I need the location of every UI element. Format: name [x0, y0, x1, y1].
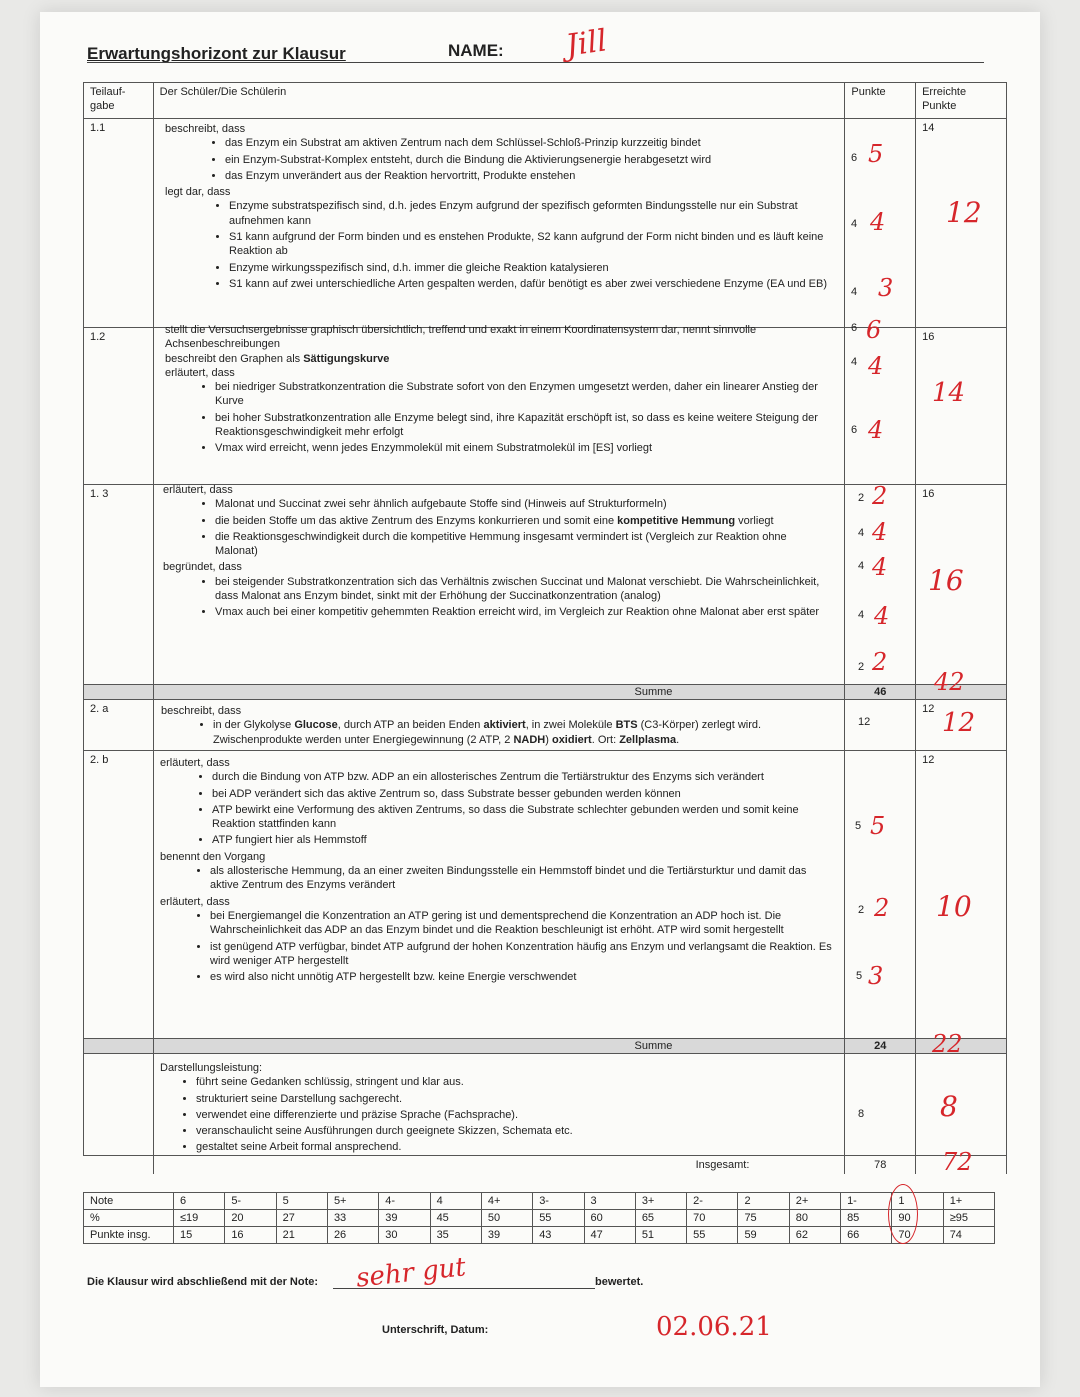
grade-cell: 70	[892, 1227, 943, 1244]
achieved-points: 3	[868, 962, 884, 990]
achieved-total-1-3: 16	[928, 564, 964, 597]
achieved-points: 4	[870, 208, 886, 236]
max-total-1-1: 14	[916, 119, 1007, 328]
grade-cell: 1+	[943, 1193, 994, 1210]
achieved-points: 6	[866, 316, 882, 344]
grade-cell: 66	[841, 1227, 892, 1244]
grade-cell: 6	[174, 1193, 225, 1210]
grade-cell: 55	[687, 1227, 738, 1244]
section-2a: beschreibt, dass • in der Glykolyse Glucose, durch ATP an beiden Enden aktiviert, in zwei Moleküle BTS (C3-Körper) zerlegt wird. Zwischenprodukte werden unter Energiegewinnung (2 ATP, 2 NADH) oxidiert. Ort: Zellplasma.	[161, 704, 831, 749]
col-header-teil: Teilauf-gabe	[84, 83, 154, 119]
signature-date: 02.06.21	[656, 1312, 772, 1342]
grade-cell: 5-	[225, 1193, 276, 1210]
max-total-1-3: 16	[916, 485, 1007, 685]
grade-cell: 5	[276, 1193, 327, 1210]
sum-achieved-2: 22	[932, 1030, 963, 1058]
col-header-punkte: Punkte	[845, 83, 916, 119]
section-1-3: erläutert, dass • Malonat und Succinat zwei sehr ähnlich aufgebaute Stoffe sind (Hinweis auf Strukturformeln) • die beiden Stoffe um das aktive Zentrum des Enzyms konkurrieren und somit eine kompetitive Hemmung vorliegt • die Reaktionsgeschwindigkeit durch die kompetitive Hemmung insgesamt vermindert ist (Vergleich zur Reaktion ohne Malonat) begründet, dass • bei steigender Substratkonzentration sich das Verhältnis zwischen Succinat und Malonat verschiebt. Die Wahrscheinlichkeit, dass Malonat ans Enzym bindet, sinkt mit der Erhöhung der Succinatkonzentration (analog) • Vmax auch bei einer kompetitiv gehemmten Reaktion erreicht wird, im Vergleich zur Reaktion ohne Malonat aber erst später	[163, 483, 828, 622]
grade-circle-mark	[888, 1184, 918, 1244]
grade-cell: 2	[738, 1193, 789, 1210]
achieved-darstellung: 8	[940, 1090, 958, 1123]
grade-cell: 62	[789, 1227, 840, 1244]
list-item: • ist genügend ATP verfügbar, bindet ATP aufgrund der hohen Konzentration häufig ans Enzym und verlangsamt die Reaktion. Es wird weniger ATP hergestellt	[210, 940, 835, 969]
max-total-2a: 12	[916, 700, 1007, 751]
sum-points-2: 24	[845, 1039, 916, 1054]
grade-cell: 45	[430, 1210, 481, 1227]
max-total-1-2: 16	[916, 328, 1007, 485]
list-item: • Malonat und Succinat zwei sehr ähnlich aufgebaute Stoffe sind (Hinweis auf Strukturformeln)	[215, 497, 828, 511]
final-grade: sehr gut	[354, 1252, 468, 1294]
achieved-total-1-2: 14	[932, 378, 966, 408]
row-id-1-1: 1.1	[84, 119, 154, 328]
section-2b: erläutert, dass • durch die Bindung von ATP bzw. ADP an ein allosterisches Zentrum die Tertiärstruktur des Enzyms sich verändert • bei ADP verändert sich das aktive Zentrum so, dass Substrate besser gebunden werden können • ATP bewirkt eine Verformung des aktiven Zentrums, so dass die Substrate schlechter gebunden werden und somit keine Reaktion stattfinden kann • ATP fungiert hier als Hemmstoff benennt den Vorgang • als allosterische Hemmung, da an einer zweiten Bindungsstelle ein Hemmstoff bindet und die Tertiärsturktur und damit das aktive Zentrum des Enzyms verändert erläutert, dass • bei Energiemangel die Konzentration an ATP gering ist und dementsprechend die Konzentration an ADP hoch ist. Die Wahrscheinlichkeit das ADP an das Enzym bindet und die Reaktion beschleunigt ist erhöht. ATP wird somit hergestellt • ist genügend ATP verfügbar, bindet ATP aufgrund der hohen Konzentration häufig ans Enzym und verlangsamt die Reaktion. Es wird weniger ATP hergestellt • es wird also nicht unnötig ATP hergestellt bzw. keine Energie verschwendet	[160, 756, 835, 986]
grade-cell: 65	[635, 1210, 686, 1227]
section-darstellung: Darstellungsleistung: • führt seine Gedanken schlüssig, stringent und klar aus. • strukturiert seine Darstellung sachgerecht. • verwendet eine differenzierte und präzise Sprache (Fachsprache). • veranschaulicht seine Ausführungen durch geeignete Skizzen, Schemata etc. • gestaltet seine Arbeit formal ansprechend.	[160, 1061, 830, 1157]
achieved-points: 2	[874, 894, 890, 922]
grade-cell: 27	[276, 1210, 327, 1227]
list-item: • verwendet eine differenzierte und präzise Sprache (Fachsprache).	[196, 1108, 830, 1122]
grade-cell: 30	[379, 1227, 430, 1244]
grade-cell: 47	[584, 1227, 635, 1244]
grade-cell: 70	[687, 1210, 738, 1227]
list-item: • S1 kann auf zwei unterschiedliche Arten gespalten werden, dafür benötigt es aber zwei verschiedene Enzyme (EA und EB)	[229, 277, 830, 291]
grade-cell: 60	[584, 1210, 635, 1227]
grade-cell: 59	[738, 1227, 789, 1244]
list-item: • das Enzym ein Substrat am aktiven Zentrum nach dem Schlüssel-Schloß-Prinzip kurzzeitig bindet	[225, 136, 830, 150]
achieved-points: 4	[868, 352, 884, 380]
list-item: • die Reaktionsgeschwindigkeit durch die kompetitive Hemmung insgesamt vermindert ist (Vergleich zur Reaktion ohne Malonat)	[215, 530, 828, 559]
sum-points-1: 46	[845, 685, 916, 700]
bewertet-label: bewertet.	[595, 1276, 644, 1288]
section-1-2: stellt die Versuchsergebnisse graphisch übersichtlich, treffend und exakt in einem Koordinatensystem dar, nennt sinnvolle Achsenbeschreibungen beschreibt den Graphen als Sättigungskurve erläutert, dass • bei niedriger Substratkonzentration die Substrate sofort von den Enzymen umgesetzt werden, daher ein linearer Anstieg der Kurve • bei hoher Substratkonzentration alle Enzyme belegt sind, ihre Kapazität erschöpft ist, so dass es keine weitere Steigung der Reaktionsgeschwindigkeit mehr erfolgt • Vmax wird erreicht, wenn jedes Enzymmolekül mit einem Substratmolekül im [ES] vorliegt	[165, 323, 830, 458]
achieved-points: 2	[872, 482, 888, 510]
row-id-2a: 2. a	[84, 700, 154, 751]
grade-cell: 4	[430, 1193, 481, 1210]
grade-cell: 16	[225, 1227, 276, 1244]
achieved-points: 2	[872, 648, 888, 676]
grade-cell: 20	[225, 1210, 276, 1227]
grade-scale-table: Note 6 5- 5 5+ 4- 4 4+ 3- 3 3+ 2- 2 2+ 1- 1 1+ % ≤19 20 27 33 39 45 50 55 60 65 70 75 80 85 90 ≥95 Punkte insg. 15 16 21 26 30 35 39 43 47 51 55 59 62 66 70 74	[83, 1192, 995, 1244]
points-cell-2a	[845, 700, 916, 751]
grade-cell: 39	[379, 1210, 430, 1227]
list-item: • die beiden Stoffe um das aktive Zentrum des Enzyms konkurrieren und somit eine kompetitive Hemmung vorliegt	[215, 514, 828, 528]
achieved-points: 4	[872, 518, 888, 546]
total-achieved: 72	[942, 1148, 973, 1176]
list-item: • Enzyme substratspezifisch sind, d.h. jedes Enzym aufgrund der spezifisch geformten Bindungsstelle nur ein Substrat aufnehmen kann	[229, 199, 830, 228]
grade-cell: 1	[892, 1193, 943, 1210]
col-header-erreicht: Erreichte Punkte	[916, 83, 1007, 119]
list-item: • Vmax auch bei einer kompetitiv gehemmten Reaktion erreicht wird, im Vergleich zur Reaktion ohne Malonat aber erst später	[215, 605, 828, 619]
section-1-1: beschreibt, dass • das Enzym ein Substrat am aktiven Zentrum nach dem Schlüssel-Schloß-Prinzip kurzzeitig bindet • ein Enzym-Substrat-Komplex entsteht, durch die Bindung die Aktivierungsenergie herabgesetzt wird • das Enzym unverändert aus der Reaktion hervortritt, Produkte enstehen legt dar, dass • Enzyme substratspezifisch sind, d.h. jedes Enzym aufgrund der spezifisch geformten Bindungsstelle nur ein Substrat aufnehmen kann • S1 kann aufgrund der Form binden und es enstehen Produkte, S2 kann aufgrund der Form nicht binden und es läuft keine Reaktion ab • Enzyme wirkungsspezifisch sind, d.h. immer die gleiche Reaktion katalysieren • S1 kann auf zwei unterschiedliche Arten gespalten werden, dafür benötigt es aber zwei verschiedene Enzyme (EA und EB)	[165, 122, 830, 293]
grade-cell: 39	[481, 1227, 532, 1244]
grade-cell: 4+	[481, 1193, 532, 1210]
grade-cell: ≤19	[174, 1210, 225, 1227]
list-item: • S1 kann aufgrund der Form binden und es enstehen Produkte, S2 kann aufgrund der Form nicht binden und es läuft keine Reaktion ab	[229, 230, 830, 259]
achieved-points: 4	[874, 602, 890, 630]
document-title: Erwartungshorizont zur Klausur	[87, 44, 346, 63]
grade-cell: 3-	[533, 1193, 584, 1210]
achieved-points: 4	[868, 416, 884, 444]
total-points: 78	[845, 1156, 916, 1175]
name-label: NAME:	[448, 41, 504, 60]
grade-cell: 51	[635, 1227, 686, 1244]
grade-cell: 80	[789, 1210, 840, 1227]
col-header-schueler: Der Schüler/Die Schülerin	[153, 83, 845, 119]
grade-cell: 2+	[789, 1193, 840, 1210]
grade-cell: 55	[533, 1210, 584, 1227]
grade-cell: 26	[327, 1227, 378, 1244]
grade-cell: 3	[584, 1193, 635, 1210]
achieved-points: 5	[870, 812, 886, 840]
grade-cell: 3+	[635, 1193, 686, 1210]
row-id-1-2: 1.2	[84, 328, 154, 485]
list-item: • bei hoher Substratkonzentration alle Enzyme belegt sind, ihre Kapazität erschöpft ist, so dass es keine weitere Steigung der Reaktionsgeschwindigkeit mehr erfolgt	[215, 411, 830, 440]
grade-cell: 4-	[379, 1193, 430, 1210]
grade-cell: 21	[276, 1227, 327, 1244]
list-item: • führt seine Gedanken schlüssig, stringent und klar aus.	[196, 1075, 830, 1089]
list-item: • bei steigender Substratkonzentration sich das Verhältnis zwischen Succinat und Malonat verschiebt. Die Wahrscheinlichkeit, dass Malonat ans Enzym bindet, sinkt mit der Erhöhung der Succinatkonzentration (analog)	[215, 575, 828, 604]
list-item: • strukturiert seine Darstellung sachgerecht.	[196, 1092, 830, 1106]
list-item: • gestaltet seine Arbeit formal ansprechend.	[196, 1140, 830, 1154]
achieved-total-2b: 10	[936, 890, 972, 923]
achieved-total-2a: 12	[942, 708, 976, 738]
sum-label-2: Summe	[153, 1039, 845, 1054]
list-item: • das Enzym unverändert aus der Reaktion hervortritt, Produkte enstehen	[225, 169, 830, 183]
grade-cell: 85	[841, 1210, 892, 1227]
points-cell-darstellung	[845, 1054, 916, 1156]
grade-cell: 35	[430, 1227, 481, 1244]
grade-cell: 90	[892, 1210, 943, 1227]
list-item: • ATP bewirkt eine Verformung des aktiven Zentrums, so dass die Substrate schlechter gebunden werden und somit keine Reaktion stattfinden kann	[212, 803, 835, 832]
grade-cell: 2-	[687, 1193, 738, 1210]
grade-cell: 74	[943, 1227, 994, 1244]
list-item: • veranschaulicht seine Ausführungen durch geeignete Skizzen, Schemata etc.	[196, 1124, 830, 1138]
grade-cell: 33	[327, 1210, 378, 1227]
list-item: • Enzyme wirkungsspezifisch sind, d.h. immer die gleiche Reaktion katalysieren	[229, 261, 830, 275]
grade-cell: ≥95	[943, 1210, 994, 1227]
signature-label: Unterschrift, Datum:	[382, 1324, 489, 1336]
sum-label-1: Summe	[153, 685, 845, 700]
achieved-points: 3	[878, 274, 894, 302]
achieved-points: 5	[868, 140, 884, 168]
header-underline	[87, 62, 984, 63]
row-id-1-3: 1. 3	[84, 485, 154, 685]
grade-cell: 1-	[841, 1193, 892, 1210]
list-item: • bei niedriger Substratkonzentration die Substrate sofort von den Enzymen umgesetzt werden, daher ein linearer Anstieg der Kurve	[215, 380, 830, 409]
list-item: • in der Glykolyse Glucose, durch ATP an beiden Enden aktiviert, in zwei Moleküle BTS (C3-Körper) zerlegt wird. Zwischenprodukte werden unter Energiegewinnung (2 ATP, 2 NADH) oxidiert. Ort: Zellplasma.	[213, 718, 831, 747]
final-grade-label: Die Klausur wird abschließend mit der Note:	[87, 1276, 319, 1288]
student-name: Jill	[563, 23, 610, 64]
achieved-total-1-1: 12	[946, 196, 982, 229]
list-item: • ein Enzym-Substrat-Komplex entsteht, durch die Bindung die Aktivierungsenergie herabgesetzt wird	[225, 153, 830, 167]
grade-cell: 15	[174, 1227, 225, 1244]
total-label: Insgesamt:	[153, 1156, 845, 1175]
grade-cell: 75	[738, 1210, 789, 1227]
list-item: • bei Energiemangel die Konzentration an ATP gering ist und dementsprechend die Konzentration an ADP hoch ist. Die Wahrscheinlichkeit das ADP an das Enzym bindet und die Reaktion beschleunigt ist erhöht. ATP wird somit hergestellt	[210, 909, 835, 938]
sum-achieved-1: 42	[934, 668, 965, 696]
list-item: • es wird also nicht unnötig ATP hergestellt bzw. keine Energie verschwendet	[210, 970, 835, 984]
list-item: • als allosterische Hemmung, da an einer zweiten Bindungsstelle ein Hemmstoff bindet und die Tertiärsturktur und damit das aktive Zentrum des Enzyms verändert	[210, 864, 835, 893]
max-total-2b: 12	[916, 751, 1007, 1039]
list-item: • durch die Bindung von ATP bzw. ADP an ein allosterisches Zentrum die Tertiärstruktur des Enzyms sich verändert	[212, 770, 835, 784]
grade-cell: 50	[481, 1210, 532, 1227]
list-item: • ATP fungiert hier als Hemmstoff	[212, 833, 835, 847]
row-id-2b: 2. b	[84, 751, 154, 1039]
grade-cell: 5+	[327, 1193, 378, 1210]
list-item: • bei ADP verändert sich das aktive Zentrum so, dass Substrate besser gebunden werden können	[212, 787, 835, 801]
list-item: • Vmax wird erreicht, wenn jedes Enzymmolekül mit einem Substratmolekül im [ES] vorliegt	[215, 441, 830, 455]
grade-cell: 43	[533, 1227, 584, 1244]
achieved-points: 4	[872, 553, 888, 581]
